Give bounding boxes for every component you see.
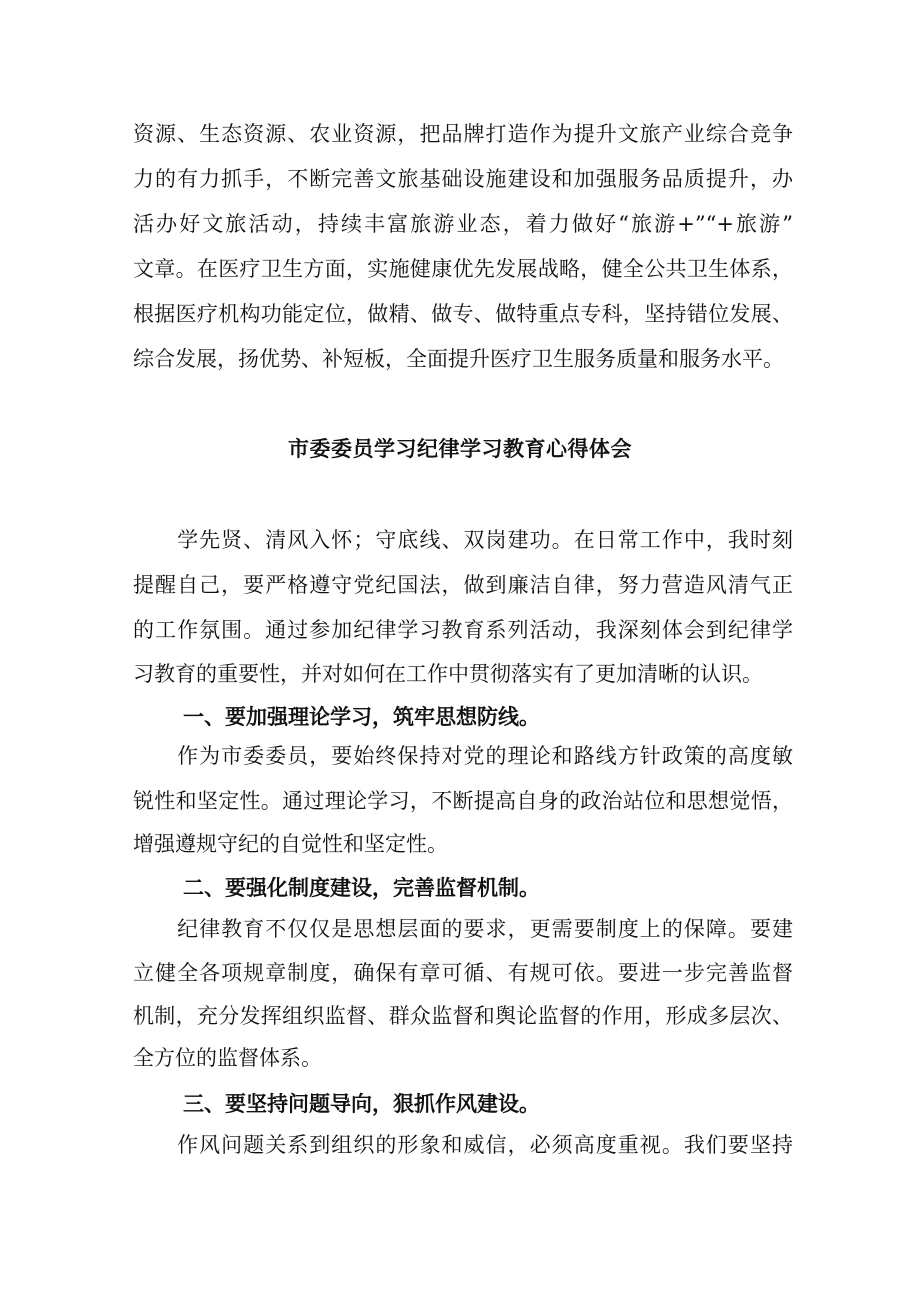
intro-text-line: 学先贤、清风入怀；守底线、双岗建功。在日常工作中，我时刻 bbox=[133, 528, 793, 552]
section-text-line: 机制，充分发挥组织监督、群众监督和舆论监督的作用，形成多层次、 bbox=[133, 1004, 793, 1028]
body-text-line: 根据医疗机构功能定位，做精、做专、做特重点专科，坚持错位发展、 bbox=[133, 302, 793, 326]
body-text-line: 资源、生态资源、农业资源，把品牌打造作为提升文旅产业综合竞争 bbox=[133, 122, 793, 146]
intro-text-line: 提醒自己，要严格遵守党纪国法，做到廉洁自律，努力营造风清气正 bbox=[133, 573, 793, 597]
body-text-line: 文章。在医疗卫生方面，实施健康优先发展战略，健全公共卫生体系， bbox=[133, 257, 793, 281]
body-text-line: 综合发展，扬优势、补短板，全面提升医疗卫生服务质量和服务水平。 bbox=[133, 347, 784, 371]
section-text-line: 作风问题关系到组织的形象和威信，必须高度重视。我们要坚持 bbox=[133, 1133, 793, 1157]
body-text-line: 力的有力抓手，不断完善文旅基础设施建设和加强服务品质提升，办 bbox=[133, 167, 793, 191]
section-text-line: 全方位的监督体系。 bbox=[133, 1046, 322, 1070]
intro-text-line: 的工作氛围。通过参加纪律学习教育系列活动，我深刻体会到纪律学 bbox=[133, 618, 793, 642]
intro-text-line: 习教育的重要性，并对如何在工作中贯彻落实有了更加清晰的认识。 bbox=[133, 662, 763, 686]
section-text-line: 增强遵规守纪的自觉性和坚定性。 bbox=[133, 832, 448, 856]
body-text-line: 活办好文旅活动，持续丰富旅游业态，着力做好“旅游+”“+旅游” bbox=[133, 212, 793, 236]
section-heading: 一、要加强理论学习，筑牢思想防线。 bbox=[183, 704, 540, 729]
article-title: 市委委员学习纪律学习教育心得体会 bbox=[288, 436, 632, 461]
section-text-line: 作为市委委员，要始终保持对党的理论和路线方针政策的高度敏 bbox=[133, 744, 793, 768]
section-text-line: 立健全各项规章制度，确保有章可循、有规可依。要进一步完善监督 bbox=[133, 961, 793, 985]
section-text-line: 锐性和坚定性。通过理论学习，不断提高自身的政治站位和思想觉悟， bbox=[133, 789, 793, 813]
section-heading: 三、要坚持问题导向，狠抓作风建设。 bbox=[183, 1091, 540, 1116]
section-heading: 二、要强化制度建设，完善监督机制。 bbox=[183, 875, 540, 900]
section-text-line: 纪律教育不仅仅是思想层面的要求，更需要制度上的保障。要建 bbox=[133, 917, 793, 941]
